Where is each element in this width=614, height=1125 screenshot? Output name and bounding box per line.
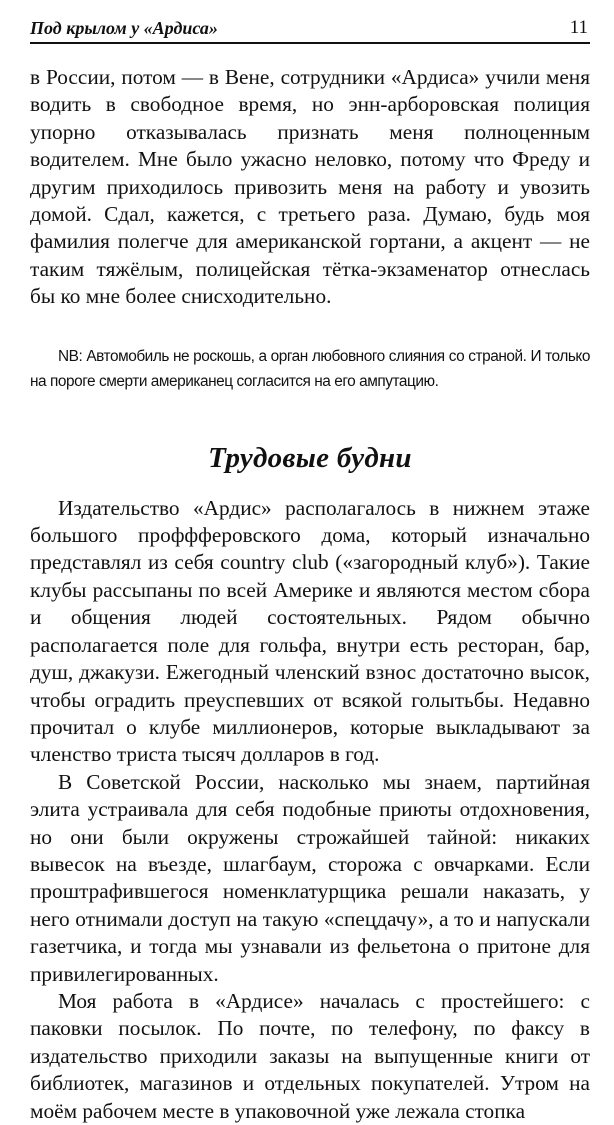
page-number: 11	[569, 17, 588, 38]
nb-note: NB: Автомобиль не роскошь, а орган любовного слияния со страной. И только на пороге смерти американец согласится на его ампутацию.	[30, 347, 590, 390]
paragraph-work-start: Моя работа в «Ардисе» началась с простейшего: с паковки посылок. По почте, по телефону, по факсу в издательство приходили заказы на выпущенные книги от библиотек, магазинов и отдельных покупателей. Утром на моём рабочем месте в упаковочной уже лежала стопка	[30, 988, 590, 1123]
running-header	[30, 12, 590, 44]
paragraph-soviet-elite: В Советской России, насколько мы знаем, партийная элита устраивала для себя подобные приюты отдохновения, но они были окружены строжайшей тайной: никаких вывесок на въезде, шлагбаум, сторожа с овчарками. Если проштрафившегося номенклатурщика решали наказать, у него отнимали доступ на такую «спецдачу», а то и напускали газетчика, и тогда мы узнавали из фельетона о притоне для привилегированных.	[30, 769, 590, 986]
section-title: Трудовые будни	[208, 441, 412, 474]
paragraph-ardis-house: Издательство «Ардис» располагалось в нижнем этаже большого проффферовского дома, который изначально представлял из себя country club («загородный клуб»). Такие клубы рассыпаны по всей Америке и являются местом сбора и общения людей состоятельных. Рядом обычно располагается поле для гольфа, внутри есть ресторан, бар, душ, джакузи. Ежегодный членский взнос достаточно высок, чтобы оградить преуспевших от всякой голытьбы. Недавно прочитал о клубе миллионеров, которые выкладывают за членство триста тысяч долларов в год.	[30, 495, 590, 767]
book-page	[30, 12, 590, 1125]
paragraph-continued: в России, потом — в Вене, сотрудники «Ардиса» учили меня водить в свободное время, но энн-арборовская полиция упорно отказывалась признать меня полноценным водителем. Мне было ужасно неловко, потому что Фреду и другим приходилось привозить меня на работу и увозить домой. Сдал, кажется, с третьего раза. Думаю, будь моя фамилия полегче для американской гортани, а акцент — не таким тяжёлым, полицейская тётка-экзаменатор отнеслась бы ко мне более снисходительно.	[30, 65, 590, 309]
running-title: Под крылом у «Ардиса»	[30, 18, 218, 38]
